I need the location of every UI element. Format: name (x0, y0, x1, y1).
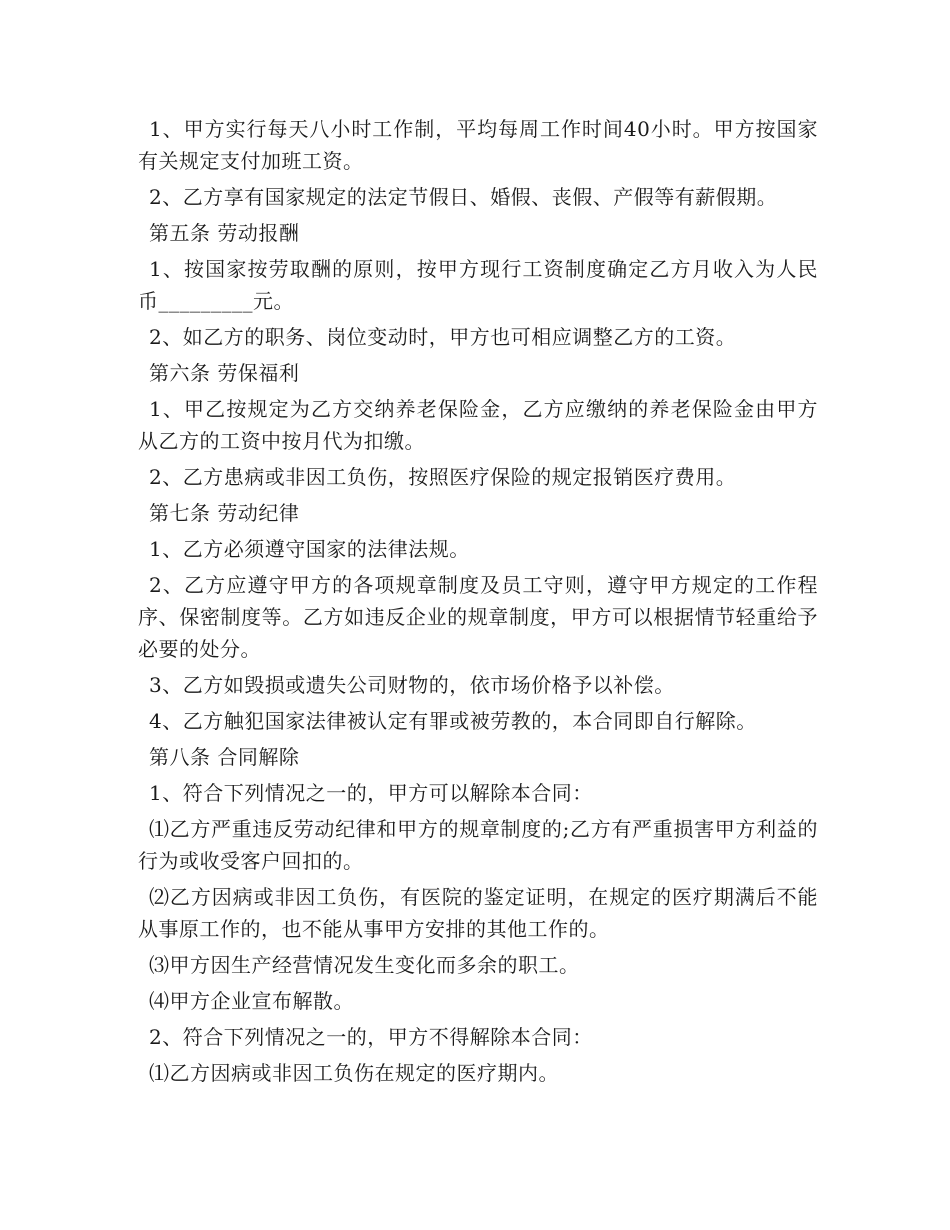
paragraph-17: ⑴乙方因病或非因工负伤在规定的医疗期内。 (149, 1061, 559, 1085)
paragraph-7: 1、乙方必须遵守国家的法律法规。 (149, 537, 470, 561)
paragraph-16: 2、符合下列情况之一的，甲方不得解除本合同： (149, 1025, 593, 1049)
paragraph-11: 1、符合下列情况之一的，甲方可以解除本合同： (149, 781, 593, 805)
section-heading-5: 第五条 劳动报酬 (149, 221, 300, 245)
paragraph-2: 2、乙方享有国家规定的法定节假日、婚假、丧假、产假等有薪假期。 (149, 185, 778, 209)
paragraph-3: 1、按国家按劳取酬的原则，按甲方现行工资制度确定乙方月收入为人民币_________元。 (138, 257, 818, 313)
section-heading-8: 第八条 合同解除 (149, 745, 300, 769)
section-heading-6: 第六条 劳保福利 (149, 361, 300, 385)
paragraph-10: 4、乙方触犯国家法律被认定有罪或被劳教的，本合同即自行解除。 (149, 709, 757, 733)
paragraph-9: 3、乙方如毁损或遗失公司财物的，依市场价格予以补偿。 (149, 673, 675, 697)
paragraph-13: ⑵乙方因病或非因工负伤，有医院的鉴定证明，在规定的医疗期满后不能从事原工作的，也不能从事甲方安排的其他工作的。 (138, 885, 818, 941)
paragraph-15: ⑷甲方企业宣布解散。 (149, 989, 354, 1013)
paragraph-5: 1、甲乙按规定为乙方交纳养老保险金，乙方应缴纳的养老保险金由甲方从乙方的工资中按月代为扣缴。 (138, 397, 818, 453)
paragraph-4: 2、如乙方的职务、岗位变动时，甲方也可相应调整乙方的工资。 (149, 325, 737, 349)
paragraph-1: 1、甲方实行每天八小时工作制，平均每周工作时间40小时。甲方按国家有关规定支付加班工资。 (138, 117, 818, 173)
section-heading-7: 第七条 劳动纪律 (149, 501, 300, 525)
document-body (138, 113, 818, 1093)
paragraph-6: 2、乙方患病或非因工负伤，按照医疗保险的规定报销医疗费用。 (149, 465, 737, 489)
paragraph-12: ⑴乙方严重违反劳动纪律和甲方的规章制度的;乙方有严重损害甲方利益的行为或收受客户回扣的。 (138, 817, 818, 873)
paragraph-8: 2、乙方应遵守甲方的各项规章制度及员工守则，遵守甲方规定的工作程序、保密制度等。乙方如违反企业的规章制度，甲方可以根据情节轻重给予必要的处分。 (138, 573, 818, 661)
paragraph-14: ⑶甲方因生产经营情况发生变化而多余的职工。 (149, 953, 580, 977)
